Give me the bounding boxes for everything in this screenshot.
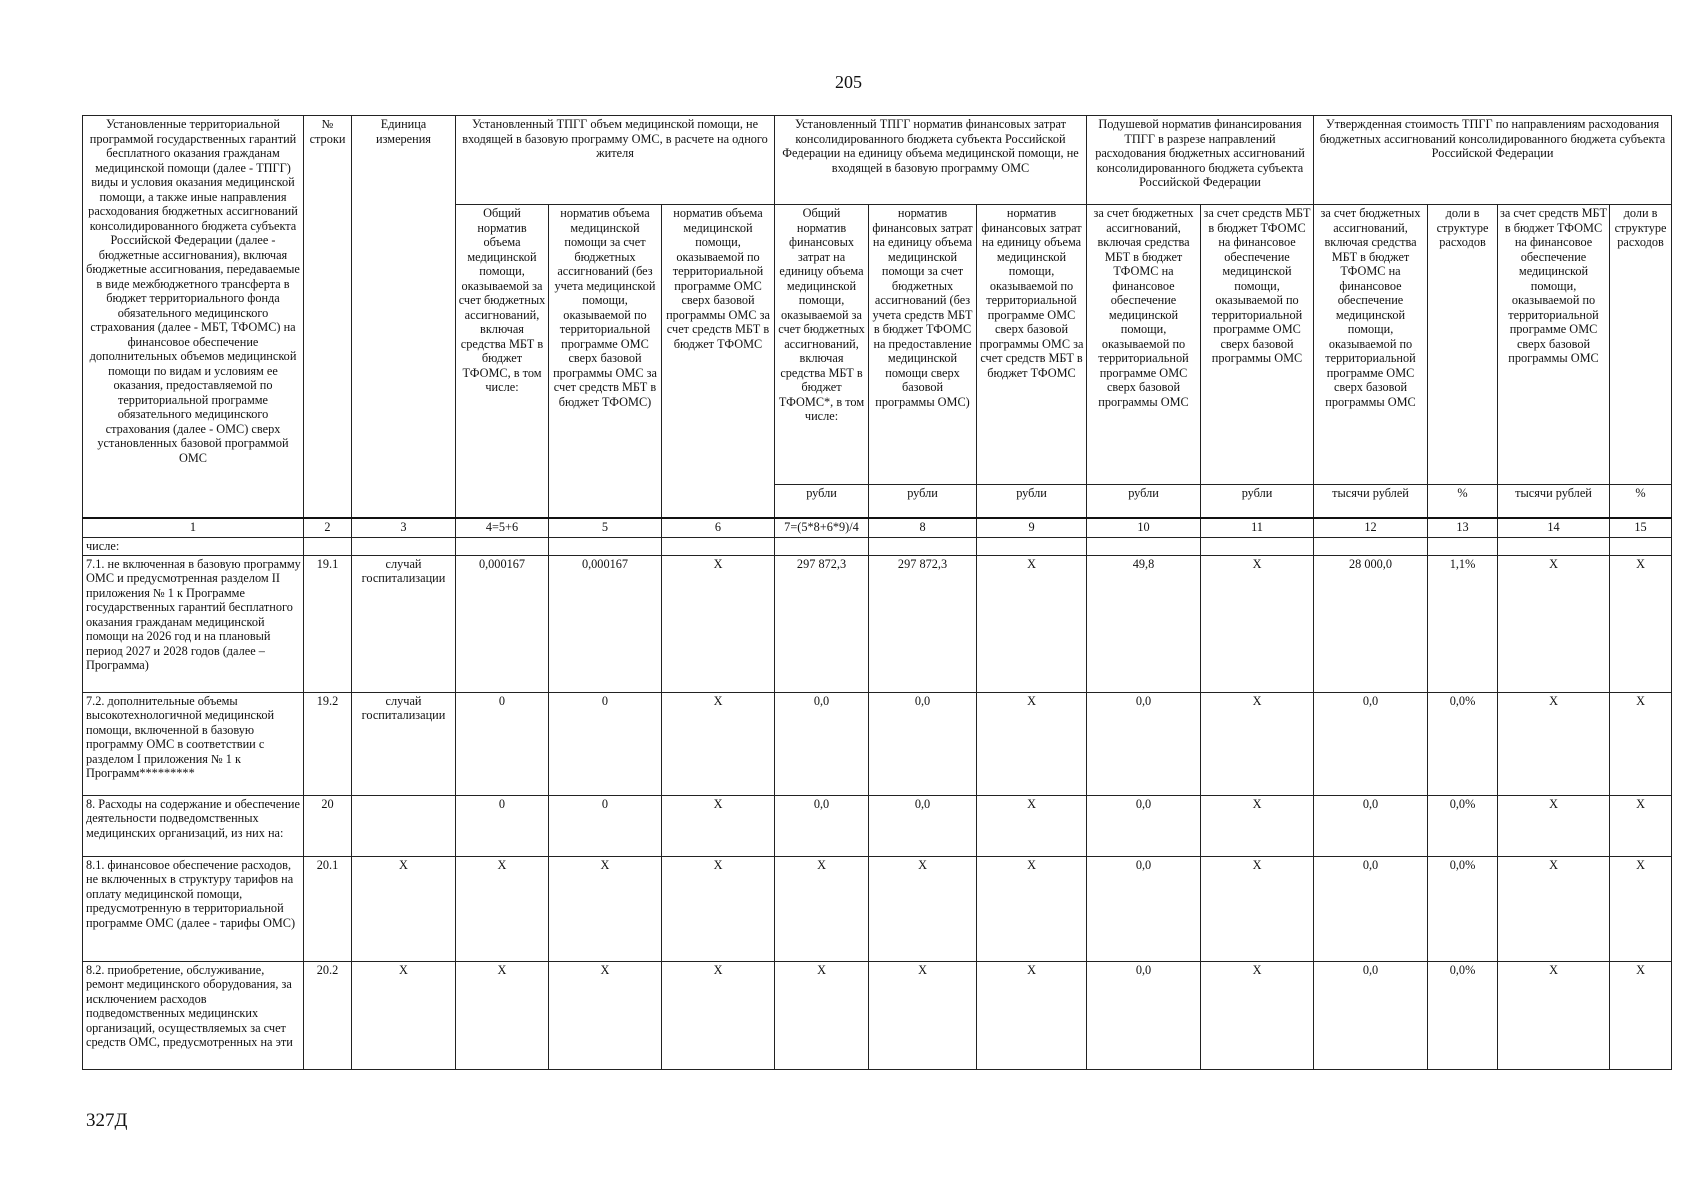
cell-c11: X xyxy=(1201,961,1314,1069)
col-number: 5 xyxy=(549,518,662,538)
cell-c15: X xyxy=(1610,961,1672,1069)
cell-c13: 0,0% xyxy=(1428,856,1498,961)
cell-c10: 49,8 xyxy=(1087,555,1201,692)
cell-c11: X xyxy=(1201,692,1314,795)
unit-cell: % xyxy=(1428,485,1498,519)
row-line: 19.1 xyxy=(304,555,352,692)
row-line: 19.2 xyxy=(304,692,352,795)
col-number: 2 xyxy=(304,518,352,538)
table-row xyxy=(83,692,1672,795)
cell-c4: 0,000167 xyxy=(456,555,549,692)
cell-c11: X xyxy=(1201,555,1314,692)
col-number: 4=5+6 xyxy=(456,518,549,538)
cell-c5: X xyxy=(549,856,662,961)
cell-c12: 0,0 xyxy=(1314,692,1428,795)
cell-c5: X xyxy=(549,961,662,1069)
cell-c5: 0 xyxy=(549,692,662,795)
header-sub-10: за счет бюджетных ассигнований, включая средства МБТ в бюджет ТФОМС на финансовое обеспечение медицинской помощи, оказываемой по территориальной программе ОМС сверх базовой программы ОМС xyxy=(1087,205,1201,485)
col-number: 13 xyxy=(1428,518,1498,538)
cell-c9: X xyxy=(977,961,1087,1069)
cell-c7: 297 872,3 xyxy=(775,555,869,692)
continuation-row xyxy=(83,538,1672,556)
cell-c14: X xyxy=(1498,795,1610,856)
cell-c12: 0,0 xyxy=(1314,961,1428,1069)
cell-c7: X xyxy=(775,856,869,961)
header-sub-12: за счет бюджетных ассигнований, включая средства МБТ в бюджет ТФОМС на финансовое обеспечение медицинской помощи, оказываемой по территориальной программе ОМС сверх базовой программы ОМС xyxy=(1314,205,1428,485)
cell-c4: X xyxy=(456,856,549,961)
header-group-percap: Подушевой норматив финансирования ТПГГ в разрезе направлений расходования бюджетных ассигнований консолидированного бюджета субъекта Российской Федерации xyxy=(1087,116,1314,205)
header-sub-13: доли в структуре расходов xyxy=(1428,205,1498,485)
cell-c6: X xyxy=(662,856,775,961)
cell-c15: X xyxy=(1610,555,1672,692)
cell-c9: X xyxy=(977,856,1087,961)
col-number: 15 xyxy=(1610,518,1672,538)
cell-c10: 0,0 xyxy=(1087,692,1201,795)
cell-c13: 0,0% xyxy=(1428,795,1498,856)
document-code: 327Д xyxy=(86,1110,128,1131)
row-name: 8.1. финансовое обеспечение расходов, не включенных в структуру тарифов на оплату медицинской помощи, предусмотренную в территориальной программе ОМС (далее - тарифы ОМС) xyxy=(83,856,304,961)
unit-cell: тысячи рублей xyxy=(1498,485,1610,519)
cell-c8: 0,0 xyxy=(869,795,977,856)
unit-cell: рубли xyxy=(869,485,977,519)
cell-c6: X xyxy=(662,692,775,795)
cell-c8: X xyxy=(869,961,977,1069)
cell-c11: X xyxy=(1201,795,1314,856)
cell-c9: X xyxy=(977,692,1087,795)
continuation-text: числе: xyxy=(83,538,304,556)
cell-c4: 0 xyxy=(456,795,549,856)
header-group-cost: Установленный ТПГГ норматив финансовых затрат консолидированного бюджета субъекта Российской Федерации на единицу объема медицинской помощи, не входящей в базовую программу ОМС xyxy=(775,116,1087,205)
cell-c14: X xyxy=(1498,856,1610,961)
row-line: 20.1 xyxy=(304,856,352,961)
cell-c7: X xyxy=(775,961,869,1069)
col-number: 14 xyxy=(1498,518,1610,538)
row-line: 20 xyxy=(304,795,352,856)
row-name: 7.2. дополнительные объемы высокотехнологичной медицинской помощи, включенной в базовую программу ОМС в соответствии с разделом I приложения № 1 к Программ********* xyxy=(83,692,304,795)
row-unit: X xyxy=(352,961,456,1069)
cell-c12: 0,0 xyxy=(1314,856,1428,961)
row-name: 7.1. не включенная в базовую программу ОМС и предусмотренная разделом II приложения № 1 к Программе государственных гарантий бесплатного оказания гражданам медицинской помощи на 2026 год и на плановый период 2027 и 2028 годов (далее – Программа) xyxy=(83,555,304,692)
cell-c5: 0 xyxy=(549,795,662,856)
table-row xyxy=(83,795,1672,856)
cell-c4: X xyxy=(456,961,549,1069)
header-sub-6: норматив объема медицинской помощи, оказываемой по территориальной программе ОМС сверх базовой программы ОМС за счет средств МБТ в бюджет ТФОМС xyxy=(662,205,775,519)
col-number: 1 xyxy=(83,518,304,538)
col-number: 10 xyxy=(1087,518,1201,538)
header-sub-11: за счет средств МБТ в бюджет ТФОМС на финансовое обеспечение медицинской помощи, оказываемой по территориальной программе ОМС сверх базовой программы ОМС xyxy=(1201,205,1314,485)
row-unit: случай госпитализации xyxy=(352,692,456,795)
cell-c7: 0,0 xyxy=(775,692,869,795)
cell-c8: X xyxy=(869,856,977,961)
cell-c10: 0,0 xyxy=(1087,961,1201,1069)
header-sub-8: норматив финансовых затрат на единицу объема медицинской помощи за счет бюджетных ассигнований (без учета средств МБТ в бюджет ТФОМС на предоставление медицинской помощи сверх базовой программы ОМС) xyxy=(869,205,977,485)
cell-c6: X xyxy=(662,961,775,1069)
col-number: 12 xyxy=(1314,518,1428,538)
cell-c6: X xyxy=(662,555,775,692)
cell-c13: 1,1% xyxy=(1428,555,1498,692)
cell-c12: 0,0 xyxy=(1314,795,1428,856)
row-unit xyxy=(352,795,456,856)
cell-c9: X xyxy=(977,555,1087,692)
row-unit: X xyxy=(352,856,456,961)
header-sub-15: доли в структуре расходов xyxy=(1610,205,1672,485)
table-row xyxy=(83,961,1672,1069)
header-sub-7: Общий норматив финансовых затрат на единицу объема медицинской помощи, оказываемой за счет бюджетных ассигнований, включая средства МБТ в бюджет ТФОМС*, в том числе: xyxy=(775,205,869,485)
cell-c6: X xyxy=(662,795,775,856)
cell-c14: X xyxy=(1498,961,1610,1069)
cell-c10: 0,0 xyxy=(1087,856,1201,961)
cell-c11: X xyxy=(1201,856,1314,961)
unit-cell: рубли xyxy=(775,485,869,519)
unit-cell: рубли xyxy=(1201,485,1314,519)
cell-c10: 0,0 xyxy=(1087,795,1201,856)
header-row-1 xyxy=(83,116,1672,205)
header-col-1: Установленные территориальной программой государственных гарантий бесплатного оказания гражданам медицинской помощи (далее - ТПГГ) виды и условия оказания медицинской помощи, а также иные направления расходования бюджетных ассигнований консолидированного бюджета субъекта Российской Федерации (далее - бюджетные ассигнования), включая бюджетные ассигнования, передаваемые в виде межбюджетного трансферта в бюджет территориального фонда обязательного медицинского страхования (далее - МБТ, ТФОМС) на финансовое обеспечение дополнительных объемов медицинской помощи по видам и условиям ее оказания, предоставляемой по территориальной программе обязательного медицинского страхования (далее - ОМС) сверх установленных базовой программой ОМС xyxy=(83,116,304,519)
unit-cell: % xyxy=(1610,485,1672,519)
header-col-3: Единица измерения xyxy=(352,116,456,519)
cell-c9: X xyxy=(977,795,1087,856)
cell-c12: 28 000,0 xyxy=(1314,555,1428,692)
financing-table xyxy=(82,115,1672,1070)
table-row xyxy=(83,555,1672,692)
cell-c7: 0,0 xyxy=(775,795,869,856)
row-line: 20.2 xyxy=(304,961,352,1069)
row-name: 8.2. приобретение, обслуживание, ремонт медицинского оборудования, за исключением расходов подведомственных медицинских организаций, осуществляемых за счет средств ОМС, предусмотренных на эти xyxy=(83,961,304,1069)
col-number: 6 xyxy=(662,518,775,538)
column-numbers-row xyxy=(83,518,1672,538)
cell-c13: 0,0% xyxy=(1428,692,1498,795)
header-sub-5: норматив объема медицинской помощи за счет бюджетных ассигнований (без учета медицинской помощи, оказываемой по территориальной программе ОМС сверх базовой программы ОМС за счет средств МБТ в бюджет ТФОМС) xyxy=(549,205,662,519)
cell-c8: 297 872,3 xyxy=(869,555,977,692)
cell-c14: X xyxy=(1498,692,1610,795)
cell-c4: 0 xyxy=(456,692,549,795)
header-group-approved: Утвержденная стоимость ТПГГ по направлениям расходования бюджетных ассигнований консолидированного бюджета субъекта Российской Федерации xyxy=(1314,116,1672,205)
cell-c15: X xyxy=(1610,856,1672,961)
unit-cell: рубли xyxy=(977,485,1087,519)
cell-c15: X xyxy=(1610,692,1672,795)
col-number: 8 xyxy=(869,518,977,538)
row-name: 8. Расходы на содержание и обеспечение деятельности подведомственных медицинских организаций, из них на: xyxy=(83,795,304,856)
cell-c8: 0,0 xyxy=(869,692,977,795)
page-number: 205 xyxy=(835,72,862,92)
unit-cell: рубли xyxy=(1087,485,1201,519)
cell-c5: 0,000167 xyxy=(549,555,662,692)
cell-c13: 0,0% xyxy=(1428,961,1498,1069)
header-sub-4: Общий норматив объема медицинской помощи, оказываемой за счет бюджетных ассигнований, включая средства МБТ в бюджет ТФОМС, в том числе: xyxy=(456,205,549,519)
header-sub-9: норматив финансовых затрат на единицу объема медицинской помощи, оказываемой по территориальной программе ОМС сверх базовой программы ОМС за счет средств МБТ в бюджет ТФОМС xyxy=(977,205,1087,485)
unit-cell: тысячи рублей xyxy=(1314,485,1428,519)
col-number: 3 xyxy=(352,518,456,538)
header-col-2: № строки xyxy=(304,116,352,519)
col-number: 11 xyxy=(1201,518,1314,538)
header-sub-14: за счет средств МБТ в бюджет ТФОМС на финансовое обеспечение медицинской помощи, оказываемой по территориальной программе ОМС сверх базовой программы ОМС xyxy=(1498,205,1610,485)
cell-c15: X xyxy=(1610,795,1672,856)
col-number: 9 xyxy=(977,518,1087,538)
cell-c14: X xyxy=(1498,555,1610,692)
header-group-volume: Установленный ТПГГ объем медицинской помощи, не входящей в базовую программу ОМС, в расчете на одного жителя xyxy=(456,116,775,205)
row-unit: случай госпитализации xyxy=(352,555,456,692)
col-number: 7=(5*8+6*9)/4 xyxy=(775,518,869,538)
table-row xyxy=(83,856,1672,961)
